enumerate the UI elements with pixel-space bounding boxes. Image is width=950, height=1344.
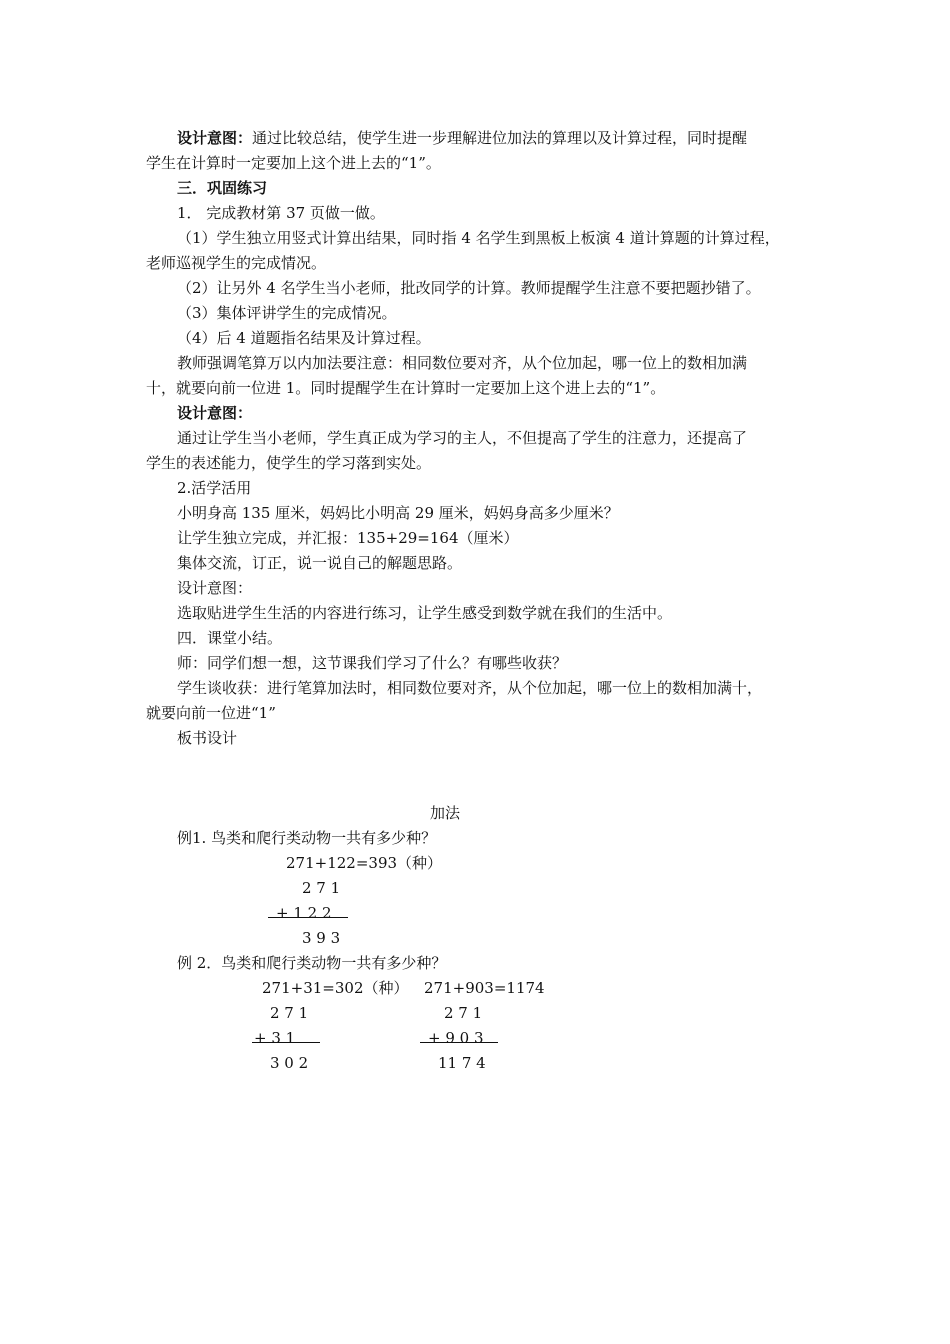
example-1-label: 例1. 鸟类和爬行类动物一共有多少种？ xyxy=(177,829,437,847)
item-2: 2.活学活用 xyxy=(177,479,252,497)
step-4: （4）后 4 道题指名结果及计算过程。 xyxy=(177,329,431,347)
step-1-a: （1）学生独立用竖式计算出结果，同时指 4 名学生到黑板上板演 4 道计算题的计算过程， xyxy=(177,229,780,247)
board-design-heading: 板书设计 xyxy=(177,729,238,747)
solve: 让学生独立完成，并汇报：135+29=164（厘米） xyxy=(177,529,519,547)
design-intent-3-text: 选取贴进学生生活的内容进行练习，让学生感受到数学就在我们的生活中。 xyxy=(177,604,673,622)
example-1-top: 2 7 1 xyxy=(302,879,341,897)
design-intent-2-a: 通过让学生当小老师，学生真正成为学习的主人，不但提高了学生的注意力，还提高了 xyxy=(177,429,748,447)
design-intent-2-b: 学生的表述能力，使学生的学习落到实处。 xyxy=(146,454,432,472)
step-3: （3）集体评讲学生的完成情况。 xyxy=(177,304,397,322)
teacher-question: 师：同学们想一想，这节课我们学习了什么？有哪些收获？ xyxy=(177,654,568,672)
example-2a-rule xyxy=(252,1042,320,1043)
design-intent-2-label: 设计意图： xyxy=(177,404,253,422)
example-2a-top: 2 7 1 xyxy=(270,1004,309,1022)
student-answer-b: 就要向前一位进“1” xyxy=(146,704,276,722)
step-1-b: 老师巡视学生的完成情况。 xyxy=(146,254,327,272)
design-intent-3-label: 设计意图： xyxy=(177,579,253,597)
example-2b-sum: 11 7 4 xyxy=(438,1054,486,1072)
emphasis-a: 教师强调笔算万以内加法要注意：相同数位要对齐，从个位加起，哪一位上的数相加满 xyxy=(177,354,748,372)
design-intent-1-cont: 学生在计算时一定要加上这个进上去的“1”。 xyxy=(146,154,441,172)
example-2a-addend: + 3 1 xyxy=(254,1029,296,1047)
example-2b-rule xyxy=(420,1042,498,1043)
step-2: （2）让另外 4 名学生当小老师，批改同学的计算。教师提醒学生注意不要把题抄错了。 xyxy=(177,279,761,297)
example-1-equation: 271+122=393（种） xyxy=(286,854,443,872)
example-2a-equation: 271+31=302（种） xyxy=(262,979,409,997)
example-2b-top: 2 7 1 xyxy=(444,1004,483,1022)
design-intent-1 xyxy=(177,128,747,148)
example-1-sum: 3 9 3 xyxy=(302,929,341,947)
item-1: 1． 完成教材第 37 页做一做。 xyxy=(177,204,385,222)
example-1-rule xyxy=(268,917,348,918)
design-intent-label: 设计意图： xyxy=(177,129,253,147)
section-3-title: 三．巩固练习 xyxy=(177,179,268,197)
student-answer-a: 学生谈收获：进行笔算加法时，相同数位要对齐，从个位加起，哪一位上的数相加满十， xyxy=(177,679,763,697)
section-4-title: 四．课堂小结。 xyxy=(177,629,283,647)
example-1-addend: + 1 2 2 xyxy=(276,904,332,922)
emphasis-b: 十，就要向前一位进 1。同时提醒学生在计算时一定要加上这个进上去的“1”。 xyxy=(146,379,666,397)
exchange: 集体交流，订正，说一说自己的解题思路。 xyxy=(177,554,463,572)
design-intent-text: 通过比较总结，使学生进一步理解进位加法的算理以及计算过程，同时提醒 xyxy=(252,129,748,147)
example-2b-equation: 271+903=1174 xyxy=(424,979,545,997)
board-title: 加法 xyxy=(430,804,461,822)
example-2b-addend: + 9 0 3 xyxy=(428,1029,484,1047)
problem: 小明身高 135 厘米，妈妈比小明高 29 厘米，妈妈身高多少厘米？ xyxy=(177,504,619,522)
example-2-label: 例 2．鸟类和爬行类动物一共有多少种？ xyxy=(177,954,447,972)
example-2a-sum: 3 0 2 xyxy=(270,1054,309,1072)
